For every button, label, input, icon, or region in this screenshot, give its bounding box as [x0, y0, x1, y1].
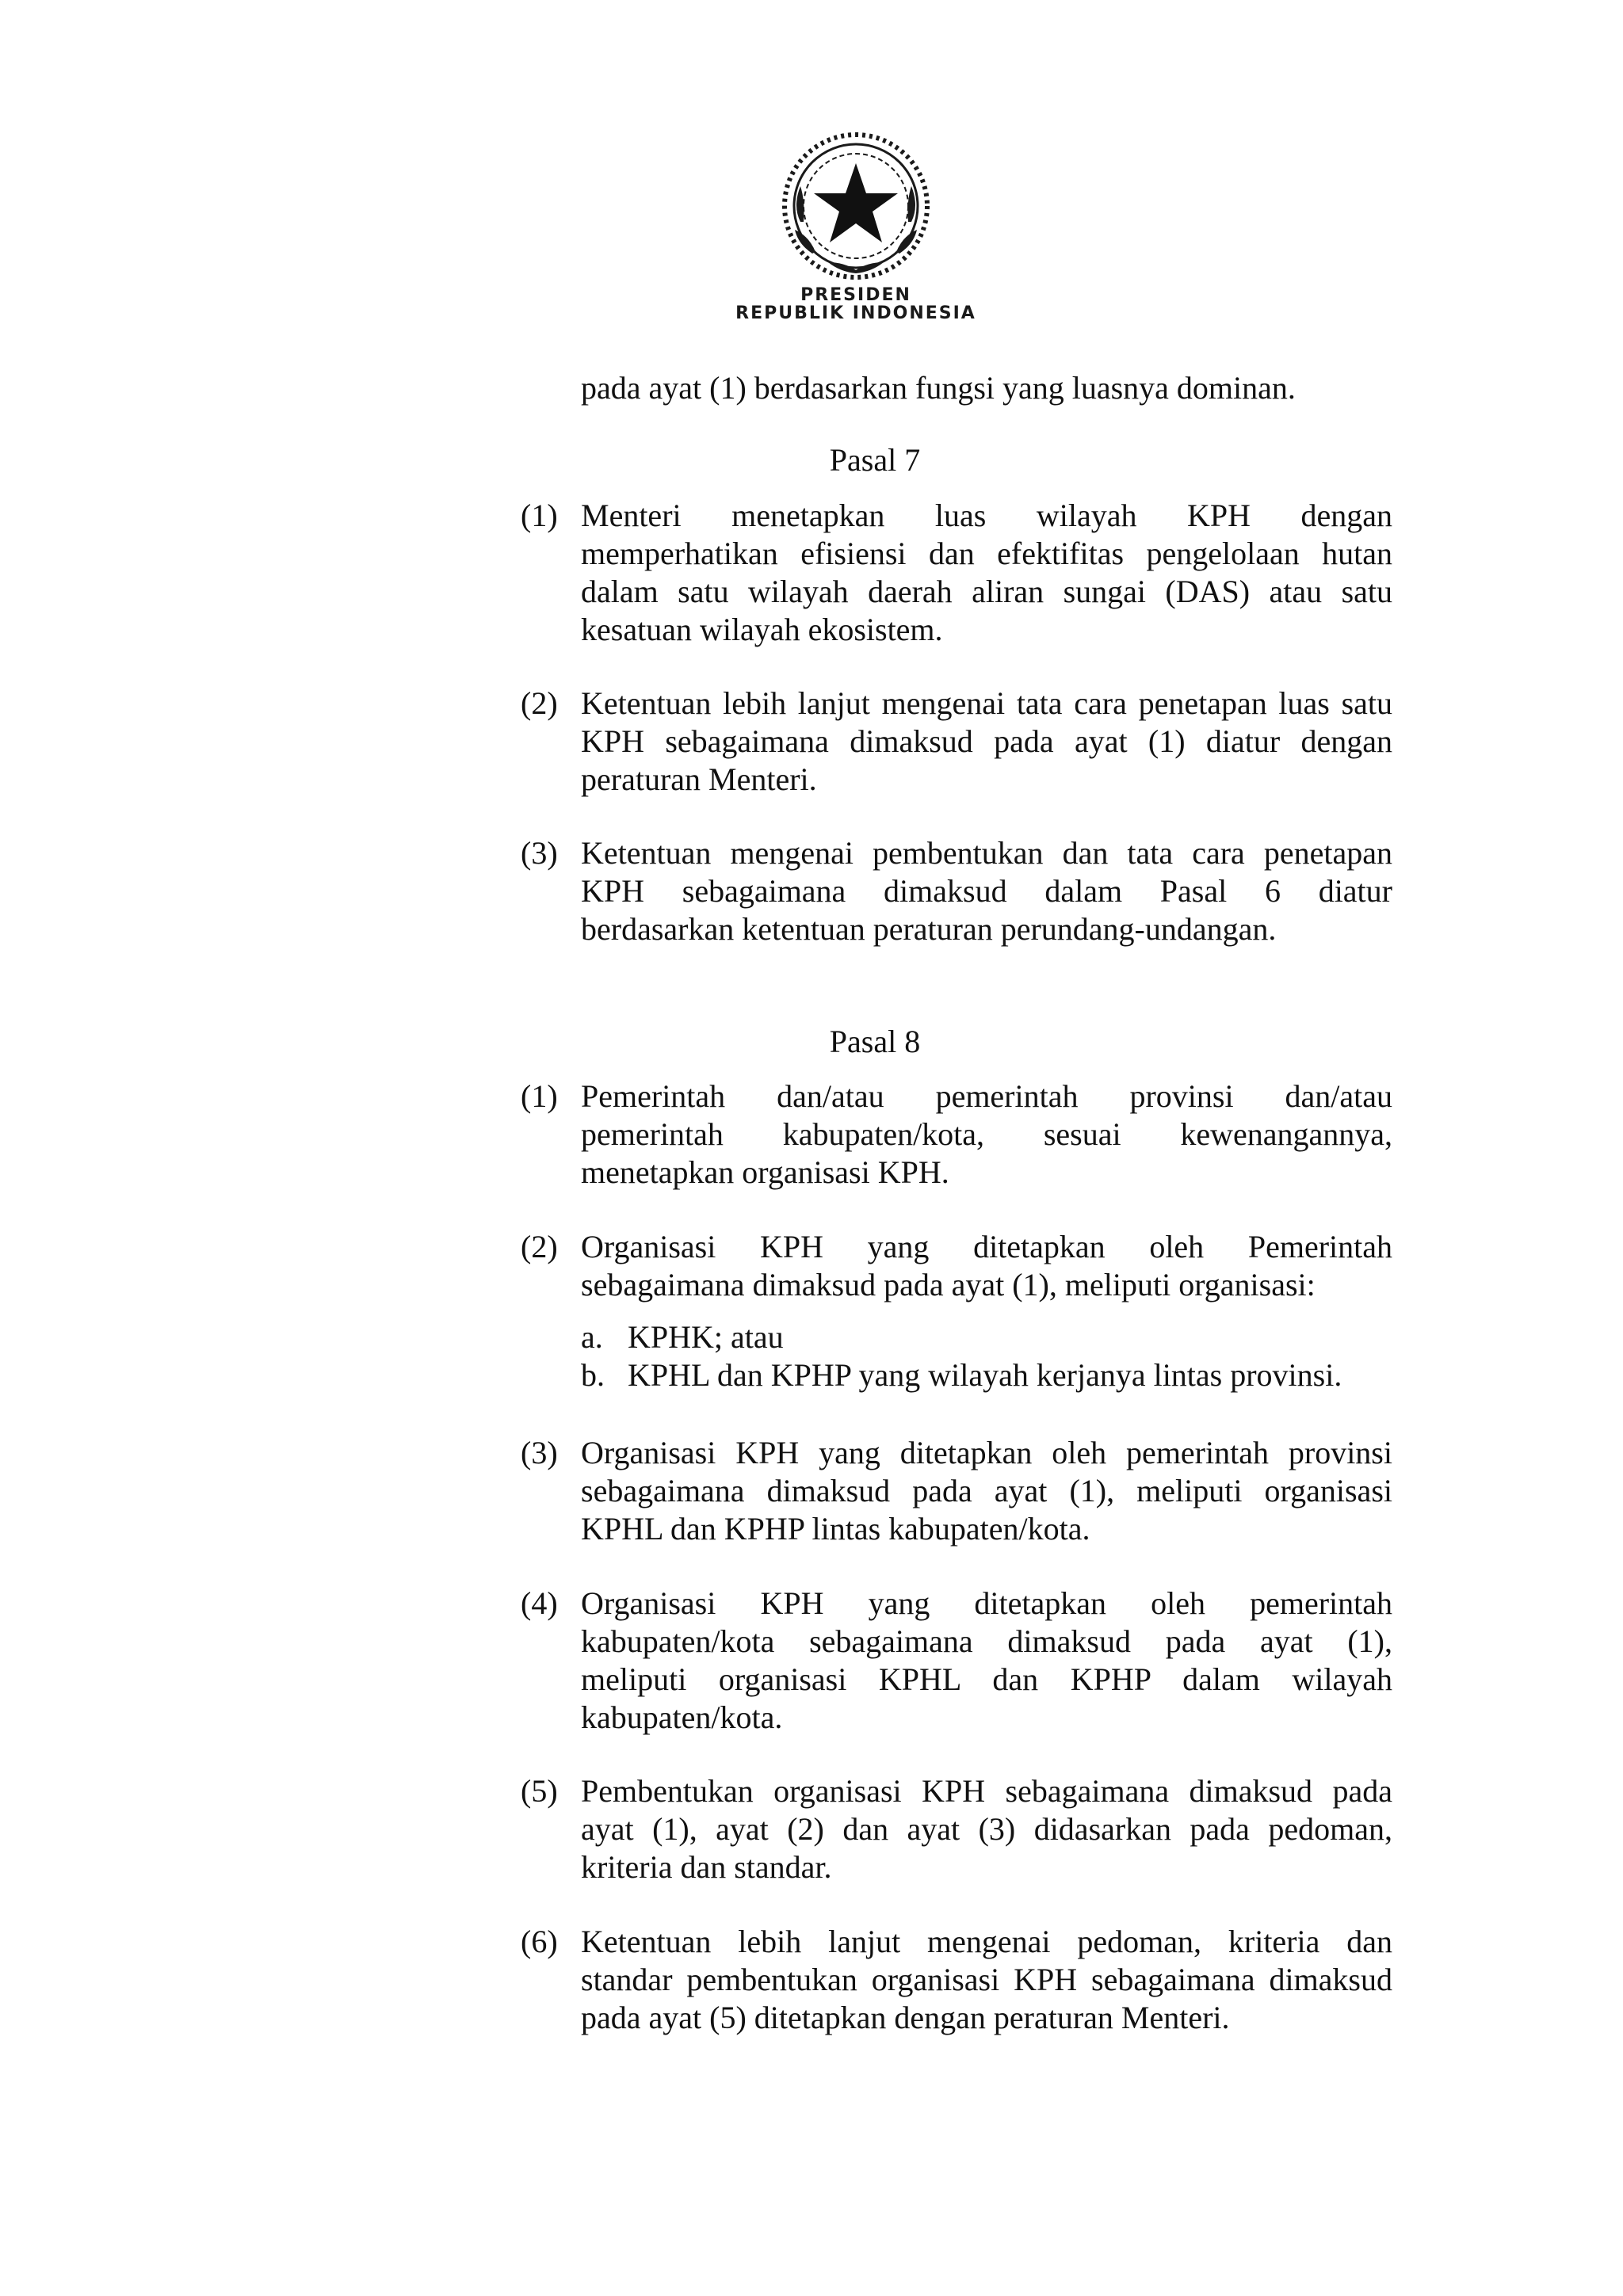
- pasal-8-item-6-text: [581, 1923, 1392, 2037]
- paragraph-line: Ketentuan lebih lanjut mengenai tata cara penetapan luas satu: [581, 685, 1392, 721]
- paragraph-line: ayat (1), ayat (2) dan ayat (3) didasarkan pada pedoman,: [581, 1811, 1392, 1847]
- pasal-7-item-2-number: (2): [521, 685, 558, 721]
- paragraph-line: Organisasi KPH yang ditetapkan oleh Pemerintah: [581, 1229, 1392, 1264]
- paragraph-line: sebagaimana dimaksud pada ayat (1), meliputi organisasi:: [581, 1267, 1316, 1302]
- paragraph-line: Ketentuan mengenai pembentukan dan tata cara penetapan: [581, 835, 1392, 871]
- paragraph-line: kesatuan wilayah ekosistem.: [581, 612, 943, 647]
- paragraph-line: memperhatikan efisiensi dan efektifitas pengelolaan hutan: [581, 536, 1392, 571]
- pasal-8-item-1-text: [581, 1077, 1392, 1192]
- pasal-8-item-3-text: [581, 1434, 1392, 1548]
- paragraph-line: KPHL dan KPHP lintas kabupaten/kota.: [581, 1511, 1090, 1547]
- paragraph-line: KPH sebagaimana dimaksud dalam Pasal 6 diatur: [581, 873, 1392, 909]
- paragraph-line: menetapkan organisasi KPH.: [581, 1154, 949, 1190]
- pasal-8-item-2-subitem-a-letter: a.: [581, 1319, 603, 1355]
- intro-line: pada ayat (1) berdasarkan fungsi yang luasnya dominan.: [581, 370, 1296, 406]
- paragraph-line: Pemerintah dan/atau pemerintah provinsi dan/atau: [581, 1078, 1392, 1114]
- header-line-republik: REPUBLIK INDONESIA: [735, 303, 976, 323]
- paragraph-line: sebagaimana dimaksud pada ayat (1), meliputi organisasi: [581, 1473, 1392, 1508]
- paragraph-line: kriteria dan standar.: [581, 1849, 832, 1885]
- paragraph-line: kabupaten/kota.: [581, 1699, 783, 1735]
- pasal-7-item-3-text: [581, 834, 1392, 948]
- pasal-7-item-1-number: (1): [521, 498, 558, 533]
- pasal-7-title: Pasal 7: [829, 442, 921, 478]
- pasal-8-item-5-number: (5): [521, 1773, 558, 1809]
- paragraph-line: Menteri menetapkan luas wilayah KPH dengan: [581, 498, 1392, 533]
- pasal-7-item-2-text: [581, 685, 1392, 799]
- paragraph-line: Organisasi KPH yang ditetapkan oleh pemerintah: [581, 1585, 1392, 1621]
- pasal-8-item-6-number: (6): [521, 1924, 558, 1959]
- header-line-presiden: PRESIDEN: [800, 285, 911, 305]
- pasal-8-item-4-text: [581, 1585, 1392, 1737]
- pasal-7-item-1-text: [581, 497, 1392, 649]
- intro-paragraph: [581, 369, 1392, 407]
- paragraph-line: Pembentukan organisasi KPH sebagaimana dimaksud pada: [581, 1773, 1392, 1809]
- paragraph-line: KPH sebagaimana dimaksud pada ayat (1) diatur dengan: [581, 723, 1392, 759]
- pasal-8-item-4-number: (4): [521, 1585, 558, 1621]
- pasal-8-item-2-subitem-b-letter: b.: [581, 1357, 605, 1393]
- paragraph-line: meliputi organisasi KPHL dan KPHP dalam wilayah: [581, 1661, 1392, 1697]
- paragraph-line: pada ayat (5) ditetapkan dengan peraturan Menteri.: [581, 2000, 1230, 2035]
- paragraph-line: kabupaten/kota sebagaimana dimaksud pada ayat (1),: [581, 1623, 1392, 1659]
- paragraph-line: pemerintah kabupaten/kota, sesuai kewenangannya,: [581, 1116, 1392, 1152]
- paragraph-line: berdasarkan ketentuan peraturan perundang-undangan.: [581, 911, 1277, 947]
- pasal-8-item-3-number: (3): [521, 1435, 558, 1470]
- pasal-8-item-1-number: (1): [521, 1078, 558, 1114]
- pasal-8-item-2-subitem-a-text: KPHK; atau: [628, 1319, 784, 1355]
- paragraph-line: peraturan Menteri.: [581, 761, 817, 797]
- pasal-8-item-2-text: [581, 1228, 1392, 1304]
- paragraph-line: dalam satu wilayah daerah aliran sungai (DAS) atau satu: [581, 574, 1392, 609]
- paragraph-line: standar pembentukan organisasi KPH sebagaimana dimaksud: [581, 1962, 1392, 1997]
- pasal-8-item-2-subitem-b-text: KPHL dan KPHP yang wilayah kerjanya lintas provinsi.: [628, 1357, 1342, 1393]
- garuda-star-emblem-icon: [777, 127, 935, 285]
- pasal-8-item-2-number: (2): [521, 1229, 558, 1264]
- pasal-8-title: Pasal 8: [829, 1024, 921, 1059]
- paragraph-line: Ketentuan lebih lanjut mengenai pedoman, kriteria dan: [581, 1924, 1392, 1959]
- pasal-8-item-5-text: [581, 1772, 1392, 1886]
- pasal-7-item-3-number: (3): [521, 835, 558, 871]
- paragraph-line: Organisasi KPH yang ditetapkan oleh pemerintah provinsi: [581, 1435, 1392, 1470]
